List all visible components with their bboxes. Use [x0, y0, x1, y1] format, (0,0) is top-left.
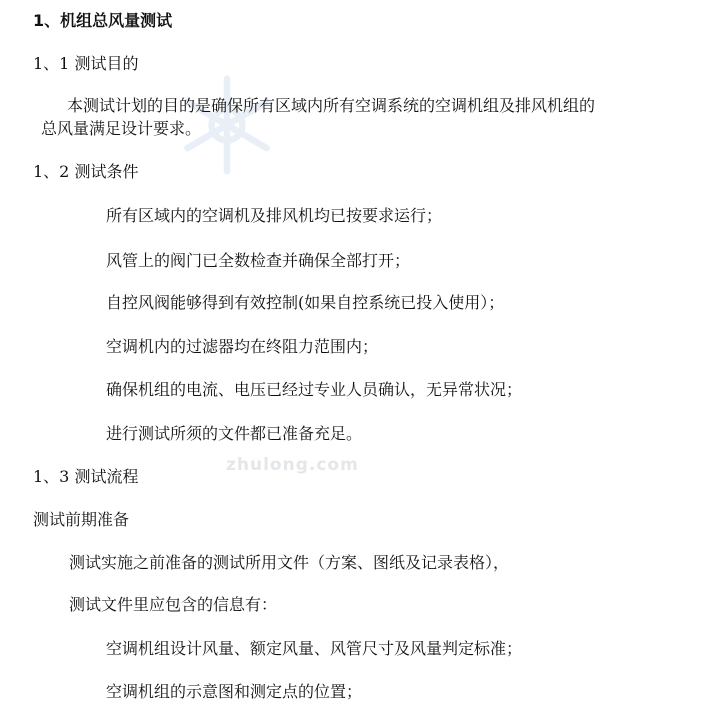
subsection-1-heading: 1、1 测试目的 — [33, 54, 139, 73]
condition-item: 风管上的阀门已全数检查并确保全部打开； — [106, 251, 411, 270]
purpose-paragraph-line-1: 本测试计划的目的是确保所有区域内所有空调系统的空调机组及排风机组的 — [67, 96, 596, 115]
condition-item: 空调机内的过滤器均在终阻力范围内； — [106, 337, 379, 356]
watermark-text: zhulong.com — [226, 455, 359, 475]
condition-item: 确保机组的电流、电压已经过专业人员确认，无异常状况； — [106, 380, 523, 399]
condition-item: 自控风阀能够得到有效控制(如果自控系统已投入使用）； — [106, 293, 505, 312]
condition-item: 进行测试所须的文件都已准备充足。 — [106, 424, 363, 443]
condition-item: 所有区域内的空调机及排风机均已按要求运行； — [106, 206, 443, 225]
prep-line: 测试实施之前准备的测试所用文件（方案、图纸及记录表格）， — [69, 553, 510, 572]
subsection-2-heading: 1、2 测试条件 — [33, 162, 139, 181]
section-title: 1、机组总风量测试 — [33, 11, 173, 30]
prep-line: 测试文件里应包含的信息有： — [69, 595, 278, 614]
info-item: 空调机组的示意图和测定点的位置； — [106, 682, 363, 701]
prep-heading: 测试前期准备 — [33, 510, 130, 529]
info-item: 空调机组设计风量、额定风量、风管尺寸及风量判定标准； — [106, 639, 523, 658]
purpose-paragraph-line-2: 总风量满足设计要求。 — [41, 119, 202, 138]
subsection-3-heading: 1、3 测试流程 — [33, 467, 139, 486]
